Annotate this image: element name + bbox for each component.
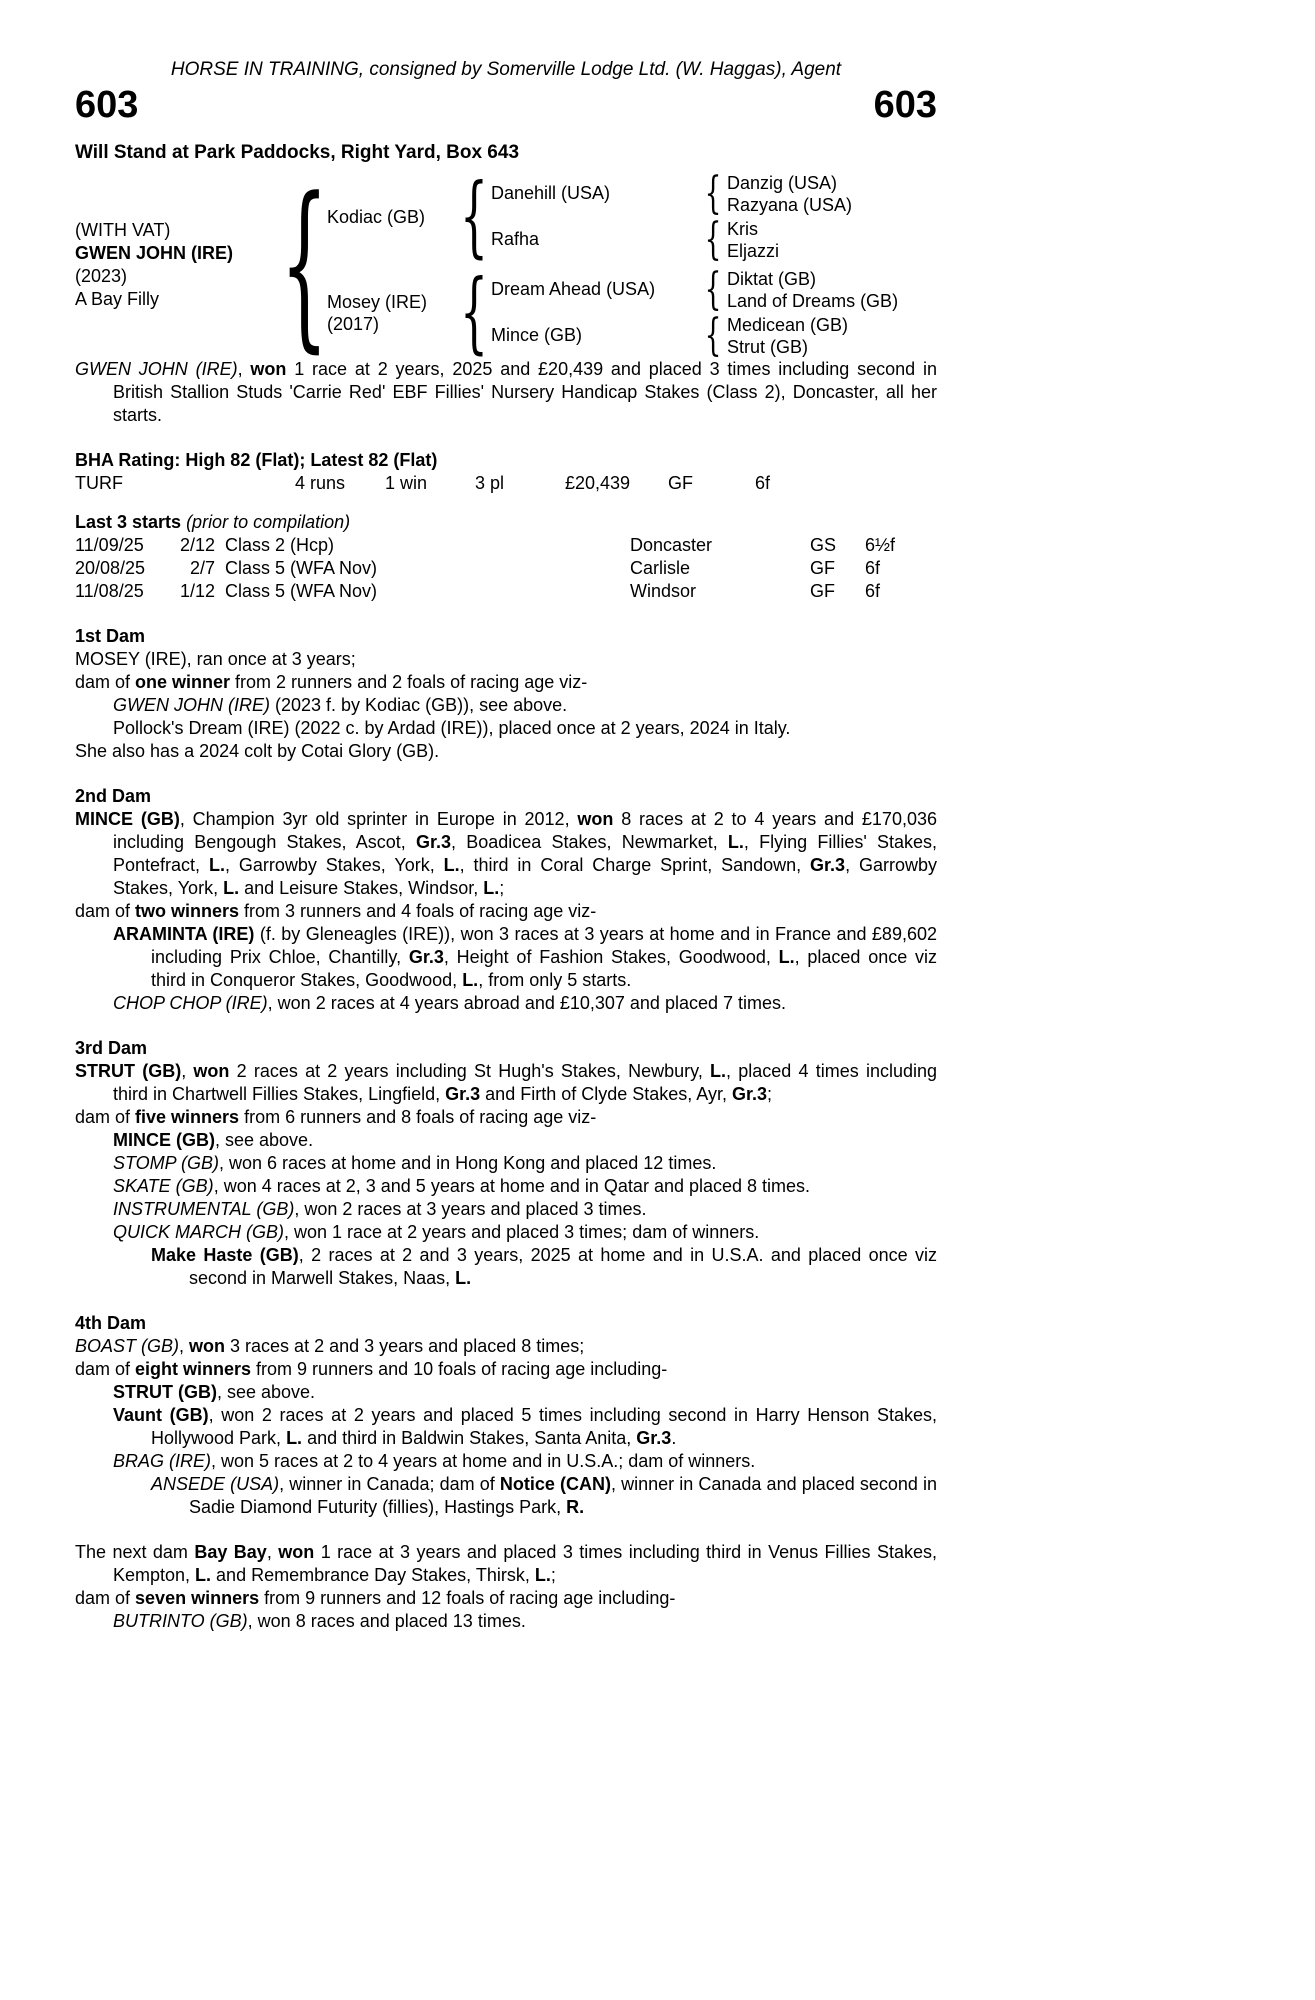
- start-position: 2/12: [179, 534, 215, 555]
- consignor-line: HORSE IN TRAINING, consigned by Somerville Lodge Ltd. (W. Haggas), Agent: [170, 59, 842, 80]
- text-segment: 2 races at 2 years including St Hugh's Stakes, Newbury,: [229, 1060, 711, 1081]
- last-3-starts-note: (prior to compilation): [181, 511, 351, 532]
- dam-sire-sire-name: Diktat (GB): [727, 268, 817, 289]
- text-segment: 1 race at 3 years and placed 3 times including third in Venus Fillies Stakes, Kempton,: [113, 1541, 937, 1585]
- text-segment: Pollock's Dream (IRE) (2022 c. by Ardad (IRE)), placed once at 2 years, 2024 in Italy.: [113, 717, 791, 738]
- text-segment: dam of: [75, 1358, 136, 1379]
- pedigree-brace-icon: [699, 175, 727, 212]
- race-stats-row: [75, 472, 937, 495]
- start-going: GF: [810, 580, 835, 601]
- text-segment: two winners: [135, 900, 240, 921]
- start-course: Doncaster: [630, 534, 713, 555]
- catalogue-paragraph: [75, 648, 937, 671]
- catalogue-paragraph: [75, 717, 937, 740]
- dam-year: (2017): [327, 313, 380, 334]
- section-4th-dam: [75, 1312, 937, 1519]
- text-segment: 3 races at 2 and 3 years and placed 8 times;: [225, 1335, 585, 1356]
- start-class: Class 5 (WFA Nov): [225, 557, 378, 578]
- text-segment: , Height of Fashion Stakes, Goodwood,: [443, 946, 779, 967]
- sire-dam-branch: [491, 218, 937, 262]
- text-segment: CHOP CHOP (IRE): [113, 992, 268, 1013]
- text-segment: , won 1 race at 2 years and placed 3 times; dam of winners.: [284, 1221, 760, 1242]
- dam-section-heading: 4th Dam: [75, 1312, 147, 1333]
- race-record-summary: [75, 358, 937, 427]
- text-segment: Vaunt (GB): [113, 1404, 209, 1425]
- start-distance: 6½f: [865, 534, 896, 555]
- dam-dam-dam-name: Strut (GB): [727, 336, 809, 357]
- stat-places: 3 pl: [475, 472, 505, 493]
- text-segment: Gr.3: [636, 1427, 672, 1448]
- text-segment: BRAG (IRE): [113, 1450, 212, 1471]
- horse-description: A Bay Filly: [75, 288, 160, 309]
- text-segment: , won 2 races at 2 years and placed 5 times including second in Harry Henson Stakes, Hollywood Park,: [151, 1404, 937, 1448]
- text-segment: ;: [767, 1083, 773, 1104]
- text-segment: , won 5 races at 2 to 4 years at home and in U.S.A.; dam of winners.: [211, 1450, 756, 1471]
- page-content: [75, 58, 937, 1633]
- pedigree-brace-icon: [699, 271, 727, 308]
- catalogue-paragraph: [75, 900, 937, 923]
- text-segment: eight winners: [135, 1358, 252, 1379]
- text-segment: dam of: [75, 671, 136, 692]
- start-row: [75, 534, 937, 557]
- dam-branch: [327, 268, 937, 358]
- text-segment: Gr.3: [415, 831, 452, 852]
- text-segment: won: [189, 1335, 226, 1356]
- text-segment: L.: [462, 969, 479, 990]
- dam-sire-branch: [491, 268, 937, 312]
- lot-number-left: 603: [75, 84, 139, 126]
- catalogue-paragraph: [75, 1587, 937, 1610]
- text-segment: ,: [181, 1060, 194, 1081]
- text-segment: L.: [534, 1564, 551, 1585]
- pedigree-brace-icon: [457, 179, 491, 254]
- sire-sire-sire-name: Danzig (USA): [727, 172, 838, 193]
- dam-section-heading: 2nd Dam: [75, 785, 152, 806]
- start-position: 2/7: [189, 557, 215, 578]
- start-distance: 6f: [865, 580, 881, 601]
- catalogue-paragraph: [75, 1244, 937, 1290]
- text-segment: , placed 4 times including third in Chartwell Fillies Stakes, Lingfield,: [113, 1060, 937, 1104]
- catalogue-paragraph: [75, 808, 937, 900]
- start-position: 1/12: [179, 580, 215, 601]
- text-segment: Make Haste (GB): [151, 1244, 299, 1265]
- section-2nd-dam: [75, 785, 937, 1015]
- text-segment: , Champion 3yr old sprinter in Europe in 2012,: [179, 808, 578, 829]
- text-segment: and Firth of Clyde Stakes, Ayr,: [480, 1083, 732, 1104]
- text-segment: MOSEY (IRE), ran once at 3 years;: [75, 648, 356, 669]
- dam-section-heading: 1st Dam: [75, 625, 146, 646]
- text-segment: , won 6 races at home and in Hong Kong and placed 12 times.: [219, 1152, 717, 1173]
- pedigree-generations: [327, 172, 937, 358]
- text-segment: SKATE (GB): [113, 1175, 214, 1196]
- text-segment: Notice (CAN): [499, 1473, 612, 1494]
- dam-sire-name: Dream Ahead (USA): [491, 279, 656, 300]
- text-segment: .: [671, 1427, 677, 1448]
- text-segment: won: [250, 358, 287, 379]
- sire-dam-name: Rafha: [491, 229, 540, 250]
- text-segment: INSTRUMENTAL (GB): [113, 1198, 295, 1219]
- last-3-starts-heading: [75, 511, 937, 534]
- text-segment: ARAMINTA (IRE): [113, 923, 255, 944]
- text-segment: from 9 runners and 12 foals of racing age including-: [259, 1587, 676, 1608]
- catalogue-paragraph: [75, 1106, 937, 1129]
- stat-going: GF: [668, 472, 693, 493]
- catalogue-paragraph: [75, 1610, 937, 1633]
- text-segment: L.: [443, 854, 460, 875]
- text-segment: BUTRINTO (GB): [113, 1610, 248, 1631]
- start-row: [75, 580, 937, 603]
- lot-number-row: [75, 85, 937, 127]
- last-3-starts-title: Last 3 starts: [75, 511, 182, 532]
- horse-year: (2023): [75, 265, 128, 286]
- text-segment: STRUT (GB): [75, 1060, 182, 1081]
- text-segment: L.: [208, 854, 225, 875]
- catalogue-paragraph: [75, 1221, 937, 1244]
- horse-name: GWEN JOHN (IRE): [75, 242, 234, 263]
- sire-dam-dam-name: Eljazzi: [727, 240, 780, 261]
- start-date: 20/08/25: [75, 557, 146, 578]
- sire-branch: [327, 172, 937, 262]
- catalogue-paragraph: [75, 1060, 937, 1106]
- dam-block: [327, 291, 457, 335]
- text-segment: , Flying Fillies' Stakes, Pontefract,: [113, 831, 937, 875]
- text-segment: ;: [499, 877, 505, 898]
- lot-number-right: 603: [873, 84, 937, 126]
- text-segment: , won 4 races at 2, 3 and 5 years at home and in Qatar and placed 8 times.: [213, 1175, 811, 1196]
- stat-runs: 4 runs: [295, 472, 346, 493]
- sire-sire-dam-name: Razyana (USA): [727, 194, 853, 215]
- stand-location: Will Stand at Park Paddocks, Right Yard, Box 643: [75, 141, 520, 163]
- text-segment: L.: [195, 1564, 212, 1585]
- text-segment: dam of: [75, 900, 136, 921]
- text-segment: won: [193, 1060, 230, 1081]
- section-3rd-dam: [75, 1037, 937, 1290]
- start-course: Carlisle: [630, 557, 691, 578]
- text-segment: one winner: [135, 671, 231, 692]
- dam-dam-sire-name: Medicean (GB): [727, 314, 849, 335]
- text-segment: , won 2 races at 4 years abroad and £10,307 and placed 7 times.: [267, 992, 787, 1013]
- text-segment: BOAST (GB): [75, 1335, 180, 1356]
- text-segment: from 9 runners and 10 foals of racing age including-: [251, 1358, 668, 1379]
- start-going: GS: [810, 534, 837, 555]
- text-segment: and Leisure Stakes, Windsor,: [239, 877, 484, 898]
- text-segment: , Garrowby Stakes, York,: [113, 854, 937, 898]
- catalogue-paragraph: [75, 923, 937, 992]
- text-segment: STOMP (GB): [113, 1152, 220, 1173]
- text-segment: , Garrowby Stakes, York,: [224, 854, 444, 875]
- text-segment: dam of: [75, 1587, 136, 1608]
- stat-earnings: £20,439: [565, 472, 631, 493]
- start-class: Class 2 (Hcp): [225, 534, 335, 555]
- text-segment: , see above.: [216, 1381, 316, 1402]
- text-segment: , see above.: [215, 1129, 314, 1150]
- text-segment: from 3 runners and 4 foals of racing age viz-: [239, 900, 597, 921]
- dam-section-heading: 3rd Dam: [75, 1037, 148, 1058]
- text-segment: GWEN JOHN (IRE): [75, 358, 238, 379]
- text-segment: (f. by Gleneagles (IRE)), won 3 races at 3 years at home and in France and £89,602 including Prix Chloe, Chantilly,: [151, 923, 937, 967]
- start-row: [75, 557, 937, 580]
- pedigree-brace-icon: [281, 172, 327, 358]
- text-segment: from 2 runners and 2 foals of racing age viz-: [230, 671, 588, 692]
- catalogue-paragraph: [75, 1473, 937, 1519]
- text-segment: L.: [727, 831, 744, 852]
- pedigree-horse-block: [75, 172, 281, 358]
- text-segment: ANSEDE (USA): [151, 1473, 280, 1494]
- pedigree-brace-icon: [699, 317, 727, 354]
- text-segment: L.: [778, 946, 795, 967]
- start-going: GF: [810, 557, 835, 578]
- text-segment: ,: [266, 1541, 279, 1562]
- text-segment: L.: [286, 1427, 303, 1448]
- catalogue-paragraph: [75, 1175, 937, 1198]
- text-segment: (2023 f. by Kodiac (GB)), see above.: [270, 694, 568, 715]
- text-segment: L.: [455, 1267, 472, 1288]
- catalogue-paragraph: [75, 1198, 937, 1221]
- dam-dam-name: Mince (GB): [491, 325, 583, 346]
- text-segment: 1 race at 2 years, 2025 and £20,439 and placed 3 times including second in British Stallion Studs 'Carrie Red' EBF Fillies' Nursery Handicap Stakes (Class 2), Doncaster, all her starts.: [113, 358, 937, 425]
- pedigree-brace-icon: [457, 275, 491, 350]
- text-segment: Gr.3: [445, 1083, 481, 1104]
- sire-sire-branch: [491, 172, 937, 216]
- sire-sire-name: Danehill (USA): [491, 183, 611, 204]
- start-distance: 6f: [865, 557, 881, 578]
- text-segment: won: [278, 1541, 315, 1562]
- catalogue-paragraph: [75, 671, 937, 694]
- catalogue-paragraph: [75, 740, 937, 763]
- catalogue-paragraph: [75, 1381, 937, 1404]
- catalogue-paragraph: [75, 1541, 937, 1587]
- catalogue-paragraph: [75, 694, 937, 717]
- text-segment: MINCE (GB): [75, 808, 180, 829]
- text-segment: , won 8 races and placed 13 times.: [247, 1610, 526, 1631]
- text-segment: Gr.3: [408, 946, 444, 967]
- text-segment: , winner in Canada and placed second in Sadie Diamond Futurity (fillies), Hastings Park,: [189, 1473, 938, 1517]
- text-segment: , Boadicea Stakes, Newmarket,: [451, 831, 728, 852]
- text-segment: L.: [223, 877, 240, 898]
- start-date: 11/09/25: [75, 534, 144, 555]
- text-segment: ;: [550, 1564, 556, 1585]
- text-segment: L.: [483, 877, 500, 898]
- start-class: Class 5 (WFA Nov): [225, 580, 378, 601]
- dam-name: Mosey (IRE): [327, 291, 428, 312]
- text-segment: ,: [237, 358, 251, 379]
- text-segment: Bay Bay: [194, 1541, 267, 1562]
- text-segment: , won 2 races at 3 years and placed 3 times.: [294, 1198, 647, 1219]
- text-segment: , winner in Canada; dam of: [279, 1473, 500, 1494]
- text-segment: from 6 runners and 8 foals of racing age viz-: [239, 1106, 597, 1127]
- text-segment: , third in Coral Charge Sprint, Sandown,: [459, 854, 811, 875]
- catalogue-paragraph: [75, 1152, 937, 1175]
- text-segment: , from only 5 starts.: [478, 969, 632, 990]
- dam-sire-dam-name: Land of Dreams (GB): [727, 290, 899, 311]
- text-segment: 8 races at 2 to 4 years and £170,036 including Bengough Stakes, Ascot,: [113, 808, 937, 852]
- catalogue-paragraph: [75, 1358, 937, 1381]
- dam-dam-branch: [491, 314, 937, 358]
- sire-name: Kodiac (GB): [327, 206, 426, 227]
- pedigree-table: [75, 172, 937, 358]
- text-segment: and third in Baldwin Stakes, Santa Anita,: [302, 1427, 637, 1448]
- pedigree-brace-icon: [699, 221, 727, 258]
- catalogue-paragraph: [75, 1335, 937, 1358]
- text-segment: She also has a 2024 colt by Cotai Glory (GB).: [75, 740, 440, 761]
- text-segment: dam of: [75, 1106, 136, 1127]
- text-segment: , placed once viz third in Conqueror Stakes, Goodwood,: [151, 946, 938, 990]
- text-segment: Gr.3: [731, 1083, 767, 1104]
- start-course: Windsor: [630, 580, 697, 601]
- text-segment: seven winners: [135, 1587, 260, 1608]
- text-segment: GWEN JOHN (IRE): [113, 694, 270, 715]
- text-segment: won: [577, 808, 614, 829]
- catalogue-paragraph: [75, 992, 937, 1015]
- text-segment: QUICK MARCH (GB): [113, 1221, 284, 1242]
- text-segment: L.: [710, 1060, 727, 1081]
- text-segment: and Remembrance Day Stakes, Thirsk,: [211, 1564, 535, 1585]
- section-next-dam: [75, 1541, 937, 1633]
- sire-dam-sire-name: Kris: [727, 218, 758, 239]
- text-segment: STRUT (GB): [113, 1381, 217, 1402]
- bha-rating: BHA Rating: High 82 (Flat); Latest 82 (Flat): [75, 449, 438, 470]
- section-1st-dam: [75, 625, 937, 763]
- text-segment: ,: [179, 1335, 190, 1356]
- stat-distance: 6f: [755, 472, 771, 493]
- text-segment: The next dam: [75, 1541, 195, 1562]
- text-segment: five winners: [135, 1106, 240, 1127]
- stat-surface: TURF: [75, 472, 123, 493]
- vat-note: (WITH VAT): [75, 219, 171, 240]
- start-date: 11/08/25: [75, 580, 144, 601]
- catalogue-paragraph: [75, 1129, 937, 1152]
- catalogue-paragraph: [75, 1450, 937, 1473]
- starts-table: [75, 534, 937, 603]
- text-segment: , 2 races at 2 and 3 years, 2025 at home and in U.S.A. and placed once viz second in Marwell Stakes, Naas,: [189, 1244, 938, 1288]
- text-segment: R.: [566, 1496, 585, 1517]
- catalogue-paragraph: [75, 1404, 937, 1450]
- text-segment: MINCE (GB): [113, 1129, 215, 1150]
- text-segment: Gr.3: [810, 854, 846, 875]
- stat-wins: 1 win: [385, 472, 428, 493]
